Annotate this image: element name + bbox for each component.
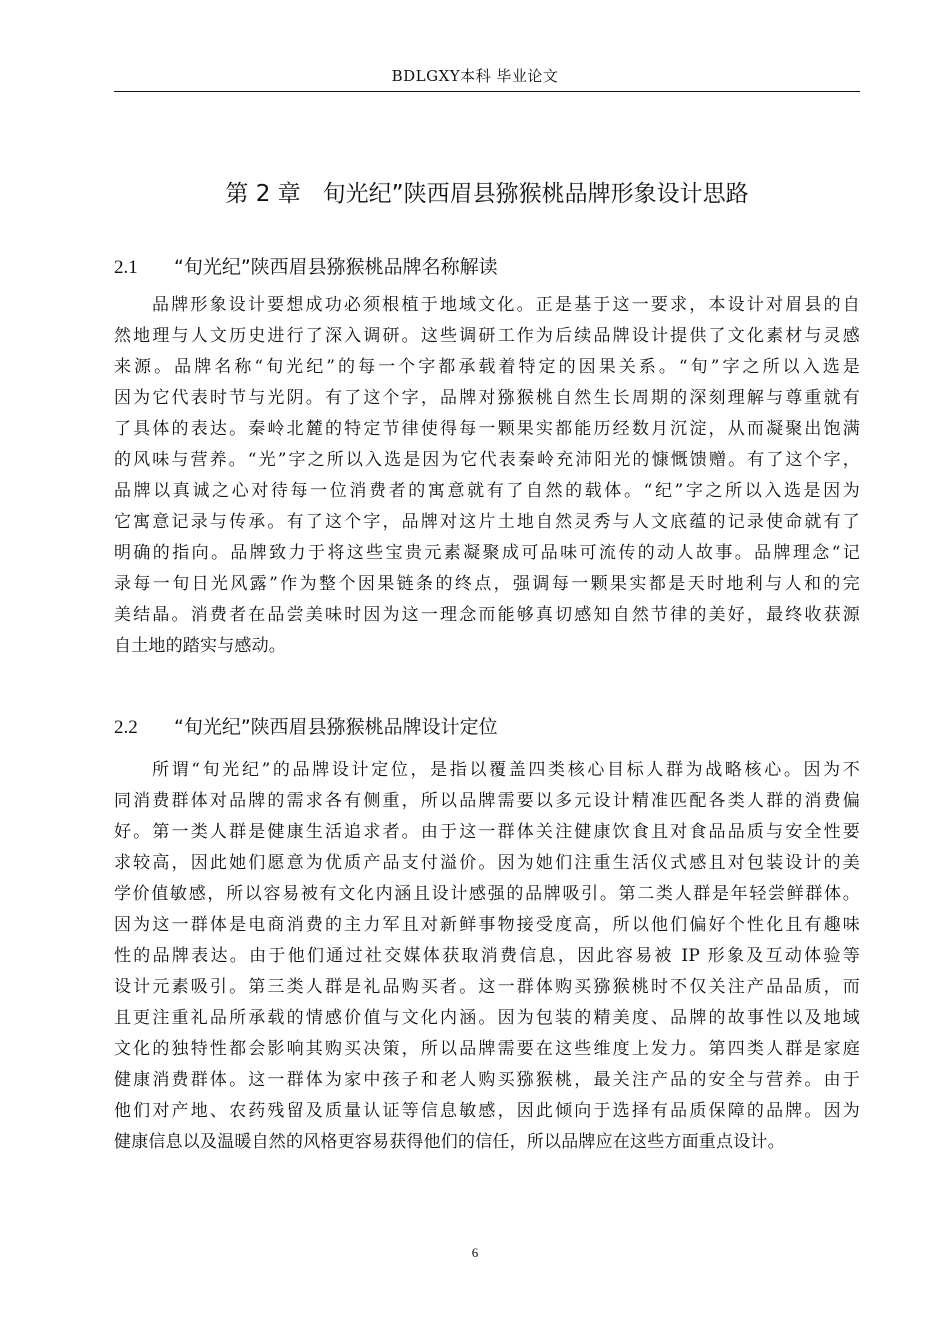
- paragraph-line: 性的品牌表达。由于他们通过社交媒体获取消费信息，因此容易被 IP 形象及互动体验等: [114, 946, 860, 966]
- chapter-title-text: 旬光纪”陕西眉县猕猴桃品牌形象设计思路: [322, 181, 749, 207]
- paragraph-line: 设计元素吸引。第三类人群是礼品购买者。这一群体购买猕猴桃时不仅关注产品品质，而: [114, 977, 860, 997]
- section-2-2-paragraph: [114, 755, 860, 1158]
- paragraph-line: 明确的指向。品牌致力于将这些宝贵元素凝聚成可品味可流传的动人故事。品牌理念“记: [114, 543, 860, 563]
- paragraph-line: 健康信息以及温暖自然的风格更容易获得他们的信任，所以品牌应在这些方面重点设计。: [114, 1132, 785, 1152]
- section-heading-2-1: [114, 253, 860, 282]
- section-number: 2.1: [114, 257, 138, 278]
- section-2-1-paragraph: [114, 290, 860, 662]
- paragraph-line: 然地理与人文历史进行了深入调研。这些调研工作为后续品牌设计提供了文化素材与灵感: [114, 326, 860, 346]
- paragraph-line: 文化的独特性都会影响其购买决策，所以品牌需要在这些维度上发力。第四类人群是家庭: [114, 1039, 860, 1059]
- paragraph-line: 自土地的踏实与感动。: [114, 636, 286, 656]
- paragraph-line: 因为这一群体是电商消费的主力军且对新鲜事物接受度高，所以他们偏好个性化且有趣味: [114, 915, 860, 935]
- paragraph-line: 同消费群体对品牌的需求各有侧重，所以品牌需要以多元设计精准匹配各类人群的消费偏: [114, 791, 860, 811]
- paragraph-line: 美结晶。消费者在品尝美味时因为这一理念而能够真切感知自然节律的美好，最终收获源: [114, 605, 860, 625]
- paragraph-line: 因为它代表时节与光阴。有了这个字，品牌对猕猴桃自然生长周期的深刻理解与尊重就有: [114, 388, 860, 408]
- paragraph-line: 录每一旬日光风露”作为整个因果链条的终点，强调每一颗果实都是天时地利与人和的完: [114, 574, 860, 594]
- paragraph-line: 的风味与营养。“光”字之所以入选是因为它代表秦岭充沛阳光的慷慨馈赠。有了这个字，: [114, 450, 860, 470]
- paragraph-line: 品牌形象设计要想成功必须根植于地域文化。正是基于这一要求，本设计对眉县的自: [152, 295, 860, 315]
- paragraph-line: 求较高，因此她们愿意为优质产品支付溢价。因为她们注重生活仪式感且对包装设计的美: [114, 853, 860, 873]
- paragraph-line: 学价值敏感，所以容易被有文化内涵且设计感强的品牌吸引。第二类人群是年轻尝鲜群体。: [114, 884, 860, 904]
- paragraph-line: 且更注重礼品所承载的情感价值与文化内涵。因为包装的精美度、品牌的故事性以及地域: [114, 1008, 860, 1028]
- paragraph-line: 所谓“旬光纪”的品牌设计定位，是指以覆盖四类核心目标人群为战略核心。因为不: [152, 760, 860, 780]
- paragraph-line: 健康消费群体。这一群体为家中孩子和老人购买猕猴桃，最关注产品的安全与营养。由于: [114, 1070, 860, 1090]
- paragraph-line: 了具体的表达。秦岭北麓的特定节律使得每一颗果实都能历经数月沉淀，从而凝聚出饱满: [114, 419, 860, 439]
- chapter-number: 第 2 章: [225, 181, 301, 207]
- running-header: BDLGXY本科 毕业论文: [391, 67, 559, 85]
- section-title-text: “旬光纪”陕西眉县猕猴桃品牌名称解读: [174, 256, 498, 278]
- paragraph-line: 它寓意记录与传承。有了这个字，品牌对这片土地自然灵秀与人文底蕴的记录使命就有了: [114, 512, 860, 532]
- header-rule: [114, 91, 860, 92]
- chapter-title: [114, 178, 860, 210]
- page-number: 6: [471, 1245, 479, 1260]
- section-number: 2.2: [114, 717, 138, 738]
- paragraph-line: 他们对产地、农药残留及质量认证等信息敏感，因此倾向于选择有品质保障的品牌。因为: [114, 1101, 860, 1121]
- paragraph-line: 品牌以真诚之心对待每一位消费者的寓意就有了自然的载体。“纪”字之所以入选是因为: [114, 481, 860, 501]
- paragraph-line: 好。第一类人群是健康生活追求者。由于这一群体关注健康饮食且对食品品质与安全性要: [114, 822, 860, 842]
- section-title-text: “旬光纪”陕西眉县猕猴桃品牌设计定位: [174, 716, 498, 738]
- section-heading-2-2: [114, 713, 860, 742]
- paragraph-line: 来源。品牌名称“旬光纪”的每一个字都承载着特定的因果关系。“旬”字之所以入选是: [114, 357, 860, 377]
